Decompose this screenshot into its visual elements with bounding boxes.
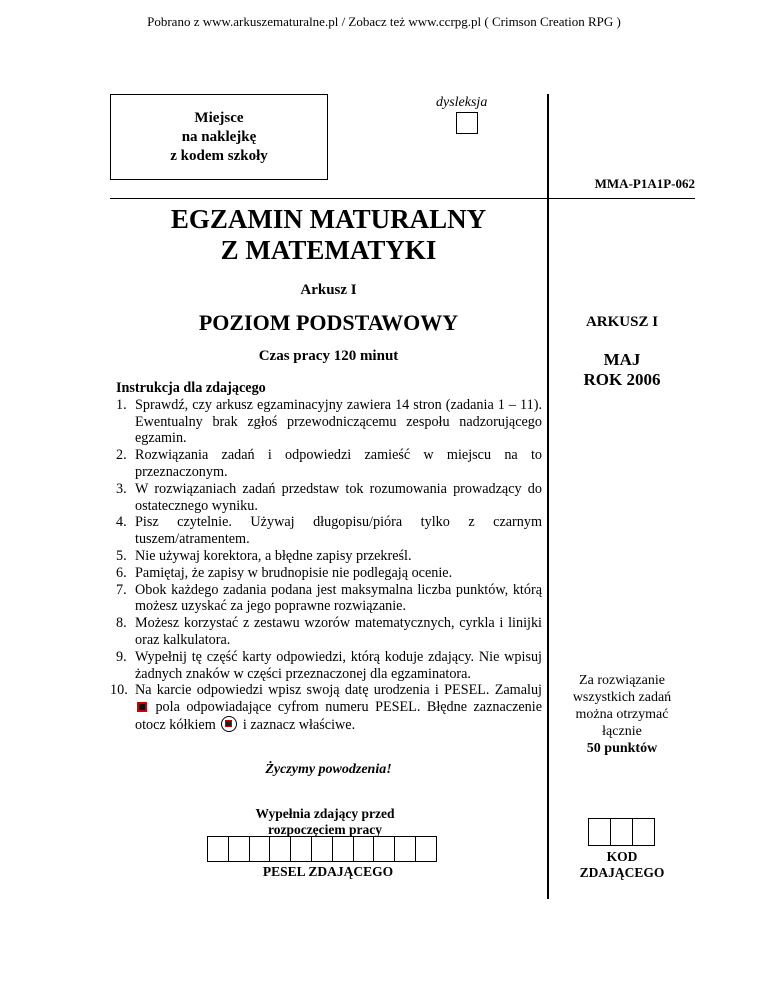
note-line: Za rozwiązanie xyxy=(579,673,665,688)
pesel-cell[interactable] xyxy=(290,836,312,862)
sticker-line: Miejsce xyxy=(194,109,244,126)
circled-square-icon xyxy=(221,716,237,732)
filled-square-icon xyxy=(137,702,147,712)
pesel-cell[interactable] xyxy=(373,836,395,862)
item-text: Sprawdź, czy arkusz egzaminacyjny zawiera 14 stron (zadania 1 – 11). Ewentualny brak zgłoś przewodniczącemu zespołu nadzorującego egzamin. xyxy=(135,396,542,447)
fill-label xyxy=(200,806,450,838)
code-cell[interactable] xyxy=(610,818,633,846)
item-number: 9. xyxy=(116,648,127,665)
instructions xyxy=(110,380,542,734)
instructions-heading: Instrukcja dla zdającego xyxy=(116,380,266,396)
dyslexia-label: dysleksja xyxy=(436,95,488,110)
pesel-cell[interactable] xyxy=(249,836,271,862)
item-text: Pamiętaj, że zapisy w brudnopisie nie podlegają ocenie. xyxy=(135,564,453,581)
exam-date xyxy=(549,350,695,390)
pesel-cell[interactable] xyxy=(394,836,416,862)
instruction-item xyxy=(110,682,542,733)
item-number: 6. xyxy=(116,564,127,581)
note-line: można otrzymać xyxy=(575,707,669,722)
title-line: EGZAMIN MATURALNY xyxy=(170,204,487,234)
instruction-item xyxy=(116,548,542,565)
instruction-item xyxy=(116,582,542,616)
item-number: 7. xyxy=(116,581,127,598)
pesel-cell[interactable] xyxy=(269,836,291,862)
code-cell[interactable] xyxy=(588,818,611,846)
item-number: 8. xyxy=(116,615,127,632)
item-number: 1. xyxy=(116,396,127,413)
item-text: Możesz korzystać z zestawu wzorów matematycznych, cyrkla i linijki oraz kalkulatora. xyxy=(135,615,542,648)
instruction-item xyxy=(116,397,542,447)
instruction-item xyxy=(116,514,542,548)
vertical-divider xyxy=(547,94,549,899)
right-sheet-label: ARKUSZ I xyxy=(585,314,659,330)
school-sticker-box xyxy=(110,94,328,180)
date-line: ROK 2006 xyxy=(583,370,661,389)
exam-code: MMA-P1A1P-062 xyxy=(594,176,695,191)
code-cell[interactable] xyxy=(632,818,655,846)
points-note xyxy=(549,672,695,757)
time-label: Czas pracy 120 minut xyxy=(258,348,399,364)
student-code-cells[interactable] xyxy=(589,818,655,846)
total-points: 50 punktów xyxy=(586,741,658,756)
item-text: Rozwiązania zadań i odpowiedzi zamieść w miejscu na to przeznaczonym. xyxy=(135,447,542,480)
item-text: i zaznacz właściwe. xyxy=(242,716,356,733)
dyslexia-checkbox[interactable] xyxy=(456,112,478,134)
sticker-line: z kodem szkoły xyxy=(170,147,268,164)
instruction-item xyxy=(116,615,542,649)
pesel-input-cells[interactable] xyxy=(208,836,437,862)
instruction-item xyxy=(116,565,542,582)
item-text: Obok każdego zadania podana jest maksymalna liczba punktów, którą możesz uzyskać za jego poprawne rozwiązanie. xyxy=(135,581,542,615)
item-text: Wypełnij tę część karty odpowiedzi, którą koduje zdający. Nie wpisuj żadnych znaków w części przeznaczonej dla egzaminatora. xyxy=(135,648,542,682)
item-number: 4. xyxy=(116,514,127,531)
item-number: 5. xyxy=(116,547,127,564)
pesel-label: PESEL ZDAJĄCEGO xyxy=(262,864,394,879)
level-label: POZIOM PODSTAWOWY xyxy=(198,310,459,335)
fill-label-line: Wypełnia zdający przed xyxy=(255,806,395,821)
item-number: 3. xyxy=(116,480,127,497)
horizontal-divider xyxy=(110,198,695,199)
page-title xyxy=(110,204,547,266)
item-number: 2. xyxy=(116,447,127,464)
instruction-item xyxy=(116,447,542,481)
good-luck-text: Życzymy powodzenia! xyxy=(265,762,392,777)
item-number: 10. xyxy=(110,682,128,699)
instruction-item xyxy=(116,649,542,683)
pesel-cell[interactable] xyxy=(353,836,375,862)
item-text: Nie używaj korektora, a błędne zapisy przekreśl. xyxy=(135,547,412,564)
fill-label-line: rozpoczęciem pracy xyxy=(267,822,383,837)
item-text: Na karcie odpowiedzi wpisz swoją datę urodzenia i PESEL. Zamaluj xyxy=(135,682,542,699)
pesel-cell[interactable] xyxy=(311,836,333,862)
kod-line: KOD xyxy=(606,849,638,864)
pesel-cell[interactable] xyxy=(228,836,250,862)
pesel-cell[interactable] xyxy=(207,836,229,862)
kod-line: ZDAJĄCEGO xyxy=(579,865,665,880)
instruction-item xyxy=(116,481,542,515)
title-line: Z MATEMATYKI xyxy=(220,235,437,265)
item-text: W rozwiązaniach zadań przedstaw tok rozumowania prowadzący do ostatecznego wyniku. xyxy=(135,480,542,514)
note-line: wszystkich zadań xyxy=(572,690,672,705)
pesel-cell[interactable] xyxy=(332,836,354,862)
date-line: MAJ xyxy=(603,350,641,369)
sticker-line: na naklejkę xyxy=(181,128,257,145)
note-line: łącznie xyxy=(602,724,642,739)
student-code-label xyxy=(549,849,695,881)
sheet-label: Arkusz I xyxy=(300,282,357,298)
item-text: Pisz czytelnie. Używaj długopisu/pióra tylko z czarnym tuszem/atramentem. xyxy=(135,514,542,548)
source-line: Pobrano z www.arkuszematuralne.pl / Zobacz też www.ccrpg.pl ( Crimson Creation RPG ) xyxy=(147,14,621,29)
item-text: pola odpowiadające cyfrom numeru PESEL. Błędne zaznaczenie otocz kółkiem xyxy=(135,699,542,733)
pesel-cell[interactable] xyxy=(415,836,437,862)
